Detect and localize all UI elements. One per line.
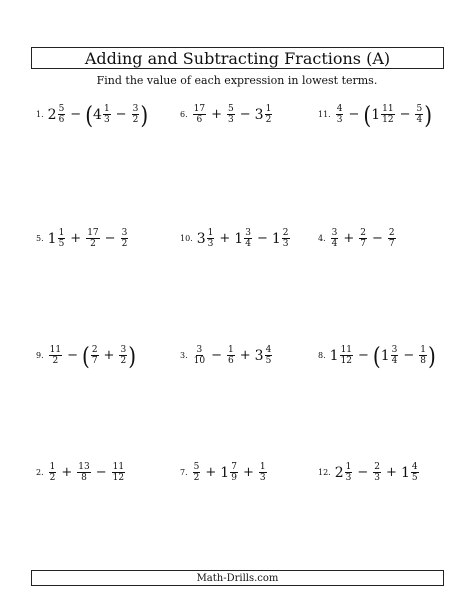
fraction — [58, 228, 66, 249]
numerator: 4 — [336, 104, 343, 114]
operator: − — [239, 107, 251, 122]
numerator: 1 — [259, 462, 266, 472]
expression — [329, 341, 436, 370]
whole-part: 3 — [254, 106, 264, 123]
operator: − — [115, 107, 127, 122]
operator: + — [70, 231, 82, 246]
denominator: 3 — [228, 115, 234, 125]
denominator: 4 — [245, 239, 251, 249]
denominator: 6 — [228, 356, 234, 366]
worksheet-title-text: Adding and Subtracting Fractions (A) — [84, 48, 391, 68]
operator: − — [372, 231, 383, 246]
whole-part: 1 — [380, 347, 390, 364]
parenthesis: ( — [82, 341, 90, 370]
fraction — [91, 345, 99, 366]
whole-part: 2 — [334, 464, 344, 481]
problem-number: 4. — [318, 234, 326, 243]
fraction — [373, 462, 381, 483]
operator: − — [358, 348, 369, 363]
problem-number: 9. — [36, 351, 44, 360]
problem-3 — [180, 345, 273, 366]
denominator: 4 — [331, 239, 338, 249]
fraction — [340, 345, 353, 366]
fraction — [227, 104, 235, 125]
denominator: 3 — [207, 239, 214, 249]
denominator: 7 — [91, 356, 98, 366]
problem-number: 5. — [36, 234, 44, 243]
operator: − — [256, 231, 268, 246]
mixed-number — [255, 345, 274, 366]
denominator: 3 — [345, 473, 352, 483]
fraction — [121, 228, 129, 249]
fraction — [381, 104, 394, 125]
operator: + — [61, 465, 73, 480]
numerator: 3 — [196, 345, 203, 355]
mixed-number — [335, 462, 354, 483]
operator: − — [348, 107, 360, 122]
numerator: 1 — [49, 462, 56, 472]
expression — [335, 462, 420, 483]
denominator: 8 — [420, 356, 427, 366]
expression — [335, 100, 433, 129]
problem-5 — [36, 228, 129, 249]
mixed-number — [272, 228, 291, 249]
denominator: 2 — [49, 473, 56, 483]
numerator: 11 — [112, 462, 125, 472]
whole-part: 1 — [400, 464, 410, 481]
whole-part: 1 — [329, 347, 339, 364]
fraction — [259, 462, 267, 483]
fraction — [345, 462, 353, 483]
numerator: 2 — [374, 462, 381, 472]
denominator: 2 — [90, 239, 96, 249]
problem-number: 1. — [36, 110, 44, 119]
expression — [192, 462, 268, 483]
expression — [48, 228, 130, 249]
mixed-number — [255, 104, 274, 125]
operator: − — [357, 465, 369, 480]
numerator: 4 — [265, 345, 272, 355]
mixed-number — [234, 228, 253, 249]
problem-8 — [318, 341, 436, 370]
numerator: 1 — [103, 104, 110, 114]
operator: − — [399, 107, 411, 122]
mixed-number — [330, 345, 354, 366]
parenthesis: ) — [424, 100, 433, 129]
whole-part: 1 — [234, 230, 244, 247]
denominator: 3 — [282, 239, 289, 249]
expression — [47, 100, 149, 129]
denominator: 6 — [196, 115, 203, 125]
numerator: 2 — [282, 228, 289, 238]
mixed-number — [48, 104, 67, 125]
numerator: 3 — [391, 345, 398, 355]
numerator: 5 — [58, 104, 65, 114]
operator: + — [205, 465, 217, 480]
fraction — [359, 228, 367, 249]
fraction — [415, 104, 423, 125]
whole-part: 3 — [196, 230, 206, 247]
fraction — [103, 104, 111, 125]
fraction — [265, 345, 273, 366]
problem-12 — [318, 462, 420, 483]
numerator: 7 — [231, 462, 237, 472]
numerator: 3 — [120, 345, 127, 355]
problem-number: 11. — [318, 110, 331, 119]
numerator: 1 — [58, 228, 65, 238]
fraction — [193, 345, 206, 366]
problem-number: 10. — [180, 234, 193, 243]
problem-number: 3. — [180, 351, 188, 360]
denominator: 9 — [231, 473, 237, 483]
instructions: Find the value of each expression in lowest terms. — [96, 74, 378, 87]
denominator: 5 — [411, 473, 418, 483]
problem-11 — [318, 100, 433, 129]
numerator: 1 — [420, 345, 427, 355]
expression — [330, 228, 397, 249]
denominator: 7 — [360, 239, 367, 249]
numerator: 17 — [87, 228, 99, 238]
fraction — [86, 228, 99, 249]
fraction — [411, 462, 419, 483]
numerator: 1 — [265, 104, 272, 114]
fraction — [265, 104, 273, 125]
expression — [192, 104, 274, 125]
problem-4 — [318, 228, 397, 249]
operator: − — [70, 107, 82, 122]
problem-number: 7. — [180, 468, 188, 477]
problem-number: 6. — [180, 110, 188, 119]
denominator: 12 — [382, 115, 394, 125]
problem-9 — [36, 341, 136, 370]
expression — [48, 462, 126, 483]
fraction — [49, 345, 62, 366]
denominator: 2 — [193, 473, 200, 483]
parenthesis: ( — [363, 100, 372, 129]
numerator: 2 — [388, 228, 395, 238]
denominator: 10 — [193, 356, 206, 366]
operator: + — [242, 465, 254, 480]
expression — [197, 228, 291, 249]
mixed-number — [371, 104, 395, 125]
fraction — [193, 104, 206, 125]
operator: + — [386, 465, 397, 480]
denominator: 3 — [374, 473, 381, 483]
whole-part: 1 — [371, 106, 381, 123]
fraction — [58, 104, 66, 125]
parenthesis: ( — [85, 100, 94, 129]
fraction — [230, 462, 238, 483]
numerator: 11 — [49, 345, 62, 355]
mixed-number — [93, 104, 112, 125]
problem-number: 12. — [318, 468, 331, 477]
fraction — [336, 104, 344, 125]
operator: + — [211, 107, 222, 122]
worksheet-title — [31, 47, 444, 69]
operator: − — [104, 231, 116, 246]
problem-number: 8. — [318, 351, 326, 360]
fraction — [388, 228, 396, 249]
whole-part: 1 — [271, 230, 281, 247]
numerator: 5 — [228, 104, 234, 114]
operator: − — [67, 348, 78, 363]
numerator: 3 — [121, 228, 128, 238]
numerator: 17 — [193, 104, 206, 114]
mixed-number — [48, 228, 67, 249]
denominator: 2 — [132, 115, 139, 125]
mixed-number — [381, 345, 400, 366]
parenthesis: ) — [140, 100, 149, 129]
denominator: 2 — [121, 239, 128, 249]
operator: − — [95, 465, 107, 480]
fraction — [207, 228, 215, 249]
footer — [31, 570, 444, 586]
numerator: 3 — [132, 104, 139, 114]
whole-part: 4 — [93, 106, 102, 123]
operator: − — [211, 348, 222, 363]
denominator: 2 — [52, 356, 59, 366]
numerator: 11 — [382, 104, 394, 114]
parenthesis: ( — [372, 341, 381, 370]
denominator: 5 — [58, 239, 65, 249]
denominator: 3 — [259, 473, 266, 483]
operator: + — [343, 231, 355, 246]
denominator: 5 — [265, 356, 272, 366]
fraction — [419, 345, 427, 366]
numerator: 1 — [228, 345, 234, 355]
operator: + — [103, 348, 115, 363]
denominator: 7 — [388, 239, 395, 249]
operator: + — [239, 348, 251, 363]
fraction — [77, 462, 90, 483]
problem-7 — [180, 462, 268, 483]
numerator: 2 — [91, 345, 98, 355]
fraction — [193, 462, 201, 483]
numerator: 13 — [78, 462, 90, 472]
fraction — [49, 462, 57, 483]
parenthesis: ) — [128, 341, 136, 370]
denominator: 12 — [340, 356, 353, 366]
mixed-number — [220, 462, 239, 483]
numerator: 4 — [411, 462, 418, 472]
numerator: 2 — [360, 228, 367, 238]
denominator: 6 — [58, 115, 65, 125]
problem-10 — [180, 228, 291, 249]
numerator: 5 — [193, 462, 200, 472]
denominator: 12 — [112, 473, 125, 483]
whole-part: 3 — [254, 347, 264, 364]
denominator: 2 — [265, 115, 272, 125]
problem-number: 2. — [36, 468, 44, 477]
fraction — [331, 228, 339, 249]
denominator: 4 — [391, 356, 398, 366]
whole-part: 1 — [220, 464, 230, 481]
numerator: 1 — [345, 462, 352, 472]
denominator: 3 — [103, 115, 110, 125]
fraction — [282, 228, 290, 249]
fraction — [119, 345, 127, 366]
numerator: 11 — [340, 345, 353, 355]
fraction — [227, 345, 235, 366]
denominator: 2 — [120, 356, 127, 366]
numerator: 1 — [207, 228, 214, 238]
footer-text: Math-Drills.com — [196, 572, 279, 584]
operator: + — [219, 231, 231, 246]
expression — [192, 345, 274, 366]
fraction — [132, 104, 140, 125]
fraction — [244, 228, 252, 249]
mixed-number — [197, 228, 216, 249]
whole-part: 2 — [47, 106, 57, 123]
problem-2 — [36, 462, 126, 483]
operator: − — [403, 348, 415, 363]
parenthesis: ) — [428, 341, 436, 370]
fraction — [391, 345, 399, 366]
whole-part: 1 — [47, 230, 57, 247]
problem-1 — [36, 100, 149, 129]
numerator: 3 — [331, 228, 338, 238]
problem-6 — [180, 104, 273, 125]
denominator: 3 — [336, 115, 343, 125]
numerator: 5 — [416, 104, 423, 114]
numerator: 3 — [245, 228, 251, 238]
fraction — [112, 462, 125, 483]
denominator: 8 — [81, 473, 87, 483]
denominator: 4 — [416, 115, 423, 125]
expression — [48, 341, 136, 370]
mixed-number — [401, 462, 420, 483]
